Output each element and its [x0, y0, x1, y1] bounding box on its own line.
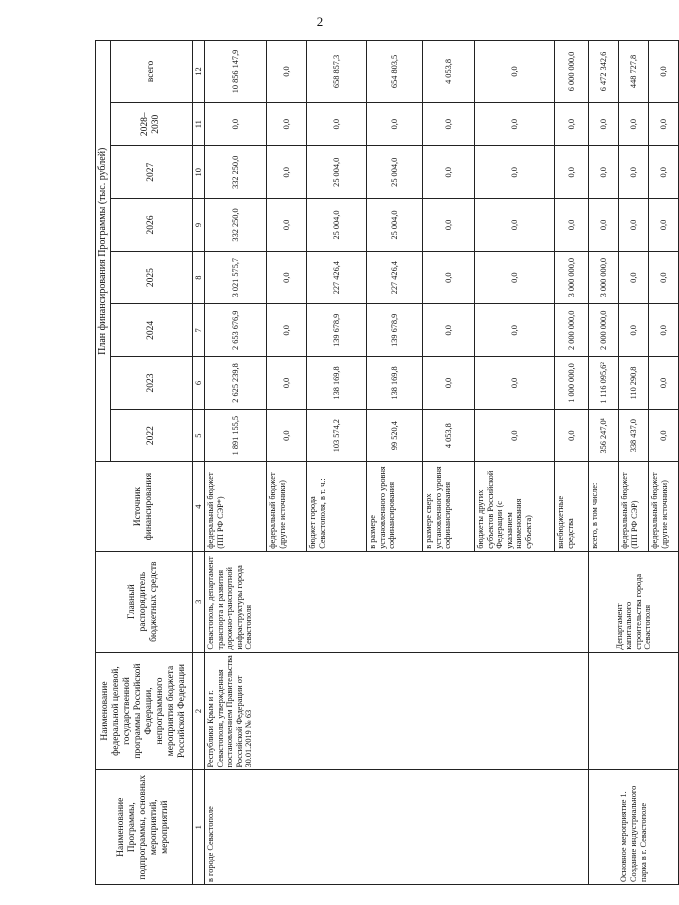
- value-cell: 0,0: [649, 199, 679, 252]
- value-cell: 139 678,9: [367, 304, 423, 357]
- value-cell: 0,0: [267, 146, 307, 199]
- value-cell: 0,0: [367, 102, 423, 146]
- value-cell: 110 290,8: [619, 357, 649, 410]
- value-cell: 0,0: [267, 304, 307, 357]
- value-cell: 25 004,0: [367, 199, 423, 252]
- value-cell: 0,0: [555, 199, 589, 252]
- value-cell: 0,0: [267, 41, 307, 103]
- value-cell: 0,0: [619, 251, 649, 304]
- column-number: 3: [192, 551, 205, 652]
- column-number: 12: [192, 41, 205, 103]
- value-cell: 10 856 147,9: [205, 41, 267, 103]
- value-cell: 0,0: [475, 146, 555, 199]
- column-number: 2: [192, 652, 205, 770]
- table-row: [589, 41, 619, 885]
- value-cell: 0,0: [649, 146, 679, 199]
- source-cell: бюджеты других субъектов Российской Федерации (с указанием наименования субъекта): [475, 462, 555, 551]
- column-number: 9: [192, 199, 205, 252]
- value-cell: 0,0: [307, 102, 367, 146]
- value-cell: 0,0: [423, 304, 475, 357]
- distributor-cell: Севастополь, департамент транспорта и развития дорожно-транспортной инфраструктуры города Севастополя: [205, 551, 589, 652]
- value-cell: 0,0: [267, 199, 307, 252]
- value-cell: 2 653 676,9: [205, 304, 267, 357]
- value-cell: 227 426,4: [367, 251, 423, 304]
- value-cell: 0,0: [649, 251, 679, 304]
- value-cell: 0,0: [555, 409, 589, 462]
- value-cell: 0,0: [475, 409, 555, 462]
- column-number: 5: [192, 409, 205, 462]
- value-cell: 0,0: [619, 199, 649, 252]
- value-cell: 0,0: [589, 102, 619, 146]
- table-row: [205, 41, 267, 885]
- source-cell: федеральный бюджет (другие источники): [267, 462, 307, 551]
- value-cell: 0,0: [423, 357, 475, 410]
- value-cell: 6 000 000,0: [555, 41, 589, 103]
- header-col4: Источник финансирования: [96, 462, 193, 551]
- header-col2: Наименование федеральной целевой, государственной программы Российской Федерации, непрограммного мероприятия бюджета Российской Федерации: [96, 652, 193, 770]
- program-name-cell: Республики Крым и г. Севастополя, утвержденная постановлением Правительства Российской Федерации от 30.01.2019 № 63: [205, 652, 589, 770]
- value-cell: 0,0: [619, 102, 649, 146]
- value-cell: 0,0: [475, 304, 555, 357]
- value-cell: 25 004,0: [307, 199, 367, 252]
- value-cell: 338 437,0: [619, 409, 649, 462]
- source-cell: бюджет города Севастополя, в т. ч.:: [307, 462, 367, 551]
- section-event1-body: [589, 41, 679, 885]
- value-cell: 0,0: [423, 199, 475, 252]
- value-cell: 3 021 575,7: [205, 251, 267, 304]
- value-cell: 654 803,5: [367, 41, 423, 103]
- value-cell: 2 000 000,0: [589, 304, 619, 357]
- header-year: 2023: [110, 357, 192, 410]
- value-cell: 4 053,8: [423, 41, 475, 103]
- value-cell: 3 000 000,0: [555, 251, 589, 304]
- column-number: 1: [192, 770, 205, 885]
- source-cell: в размере установленного уровня софинансирования: [367, 462, 423, 551]
- value-cell: 0,0: [267, 102, 307, 146]
- value-cell: 1 116 095,6²: [589, 357, 619, 410]
- value-cell: 356 247,0¹: [589, 409, 619, 462]
- value-cell: 332 250,0: [205, 199, 267, 252]
- value-cell: 25 004,0: [307, 146, 367, 199]
- value-cell: 0,0: [555, 146, 589, 199]
- value-cell: 0,0: [423, 102, 475, 146]
- source-cell: в размере сверх установленного уровня софинансирования: [423, 462, 475, 551]
- column-number: 10: [192, 146, 205, 199]
- value-cell: 0,0: [589, 199, 619, 252]
- value-cell: 139 678,9: [307, 304, 367, 357]
- header-year: 2025: [110, 251, 192, 304]
- source-cell: федеральный бюджет (ПП РФ СЭР*): [205, 462, 267, 551]
- value-cell: 1 000 000,0: [555, 357, 589, 410]
- value-cell: 0,0: [423, 146, 475, 199]
- column-number: 11: [192, 102, 205, 146]
- value-cell: 0,0: [649, 357, 679, 410]
- value-cell: 0,0: [555, 102, 589, 146]
- event-name-cell: Основное мероприятие 1. Создание индустриального парка в г. Севастополе: [589, 770, 679, 885]
- value-cell: 0,0: [475, 102, 555, 146]
- value-cell: 4 053,8: [423, 409, 475, 462]
- value-cell: 0,0: [475, 199, 555, 252]
- header-plan: План финансирования Программы (тыс. рублей): [96, 41, 111, 462]
- value-cell: 0,0: [589, 146, 619, 199]
- value-cell: 0,0: [649, 41, 679, 103]
- value-cell: 658 857,3: [307, 41, 367, 103]
- distributor-cell: Департамент капитального строительства города Севастополя: [589, 551, 679, 652]
- program-name-cell: [589, 652, 679, 770]
- source-cell: внебюджетные средства: [555, 462, 589, 551]
- column-number: 7: [192, 304, 205, 357]
- section-city-body: [205, 41, 589, 885]
- value-cell: 0,0: [423, 251, 475, 304]
- value-cell: 0,0: [205, 102, 267, 146]
- value-cell: 0,0: [475, 41, 555, 103]
- value-cell: 227 426,4: [307, 251, 367, 304]
- financing-table: [95, 40, 679, 885]
- column-number: 8: [192, 251, 205, 304]
- rotated-table-container: [95, 40, 669, 885]
- value-cell: 6 472 342,6: [589, 41, 619, 103]
- value-cell: 448 727,8: [619, 41, 649, 103]
- value-cell: 2 000 000,0: [555, 304, 589, 357]
- column-number: 6: [192, 357, 205, 410]
- page-number: 2: [316, 14, 324, 29]
- value-cell: 0,0: [267, 251, 307, 304]
- value-cell: 332 250,0: [205, 146, 267, 199]
- value-cell: 2 625 239,8: [205, 357, 267, 410]
- source-cell: федеральный бюджет (ПП РФ СЭР): [619, 462, 649, 551]
- value-cell: 0,0: [619, 146, 649, 199]
- value-cell: 0,0: [475, 357, 555, 410]
- source-cell: федеральный бюджет (другие источники): [649, 462, 679, 551]
- value-cell: 0,0: [475, 251, 555, 304]
- value-cell: 1 891 155,5: [205, 409, 267, 462]
- value-cell: 0,0: [267, 409, 307, 462]
- header-year: 2024: [110, 304, 192, 357]
- header-year: 2028–2030: [110, 102, 192, 146]
- value-cell: 99 520,4: [367, 409, 423, 462]
- source-cell: всего, в том числе:: [589, 462, 619, 551]
- value-cell: 138 169,8: [367, 357, 423, 410]
- header-year: 2026: [110, 199, 192, 252]
- header-col1: Наименование Программы, подпрограммы, основных мероприятий, мероприятий: [96, 770, 193, 885]
- value-cell: 138 169,8: [307, 357, 367, 410]
- header-year: 2027: [110, 146, 192, 199]
- column-number: 4: [192, 462, 205, 551]
- value-cell: 0,0: [649, 409, 679, 462]
- value-cell: 103 574,2: [307, 409, 367, 462]
- value-cell: 0,0: [649, 304, 679, 357]
- value-cell: 25 004,0: [367, 146, 423, 199]
- value-cell: 0,0: [267, 357, 307, 410]
- value-cell: 3 000 000,0: [589, 251, 619, 304]
- header-year: 2022: [110, 409, 192, 462]
- header-col3: Главный распорядитель бюджетных средств: [96, 551, 193, 652]
- value-cell: 0,0: [649, 102, 679, 146]
- event-name-cell: в городе Севастополе: [205, 770, 589, 885]
- value-cell: 0,0: [619, 304, 649, 357]
- header-total: всего: [110, 41, 192, 103]
